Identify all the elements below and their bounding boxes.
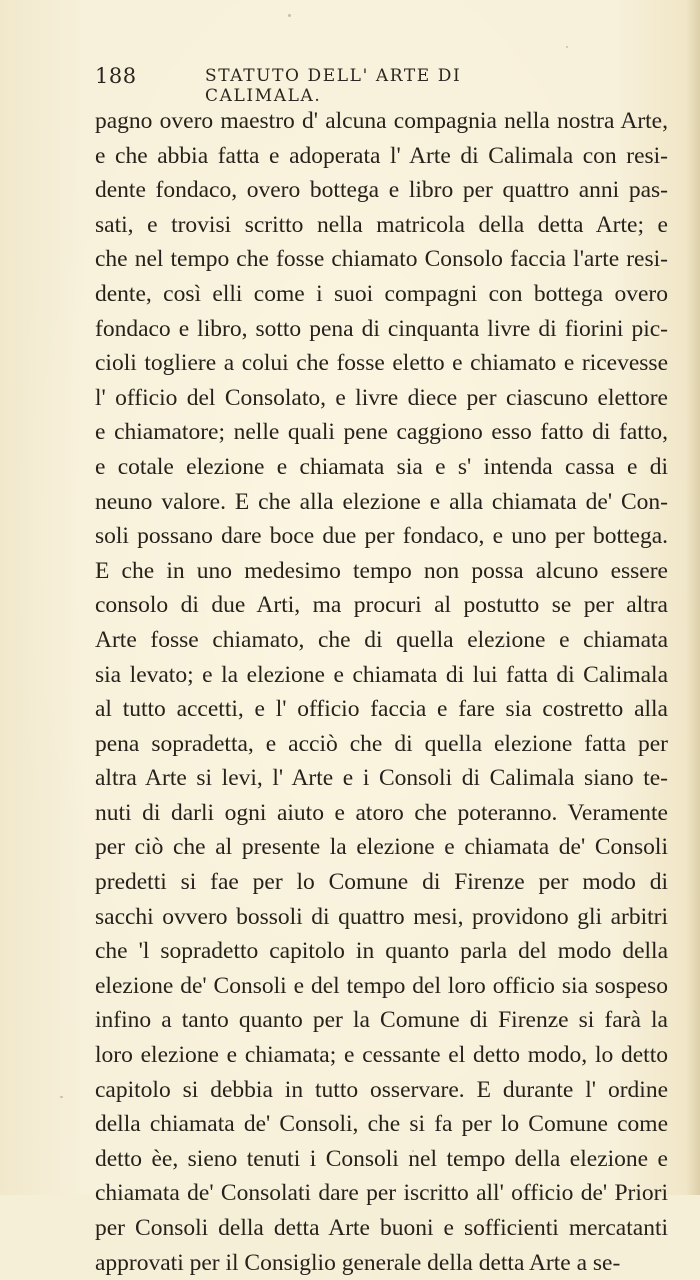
text-line: dente fondaco, overo bottega e libro per quattro anni pas- (95, 177, 668, 204)
text-line: Arte fosse chiamato, che di quella elezione e chiamata (95, 626, 668, 653)
text-line: al tutto accetti, e l' officio faccia e fare sia costretto alla (95, 696, 668, 723)
text-line: infino a tanto quanto per la Comune di Firenze si farà la (95, 1007, 668, 1034)
paper-speck (412, 1150, 414, 1152)
text-line: fondaco e libro, sotto pena di cinquanta livre di fiorini pic- (95, 315, 668, 342)
text-line: sati, e trovisi scritto nella matricola della detta Arte; e (95, 211, 668, 238)
text-line: loro elezione e chiamata; e cessante el detto modo, lo detto (95, 1042, 668, 1069)
text-line: capitolo si debbia in tutto osservare. E durante l' ordine (95, 1076, 668, 1103)
text-line: cioli togliere a colui che fosse eletto e chiamato e ricevesse (95, 350, 668, 377)
text-line: nuti di darli ogni aiuto e atoro che poteranno. Veramente (95, 799, 668, 826)
text-line: sacchi ovvero bossoli di quattro mesi, providono gli arbitri (95, 903, 668, 930)
text-line: neuno valore. E che alla elezione e alla chiamata de' Con- (95, 488, 668, 515)
text-line: pagno overo maestro d' alcuna compagnia nella nostra Arte, (95, 108, 668, 134)
text-line: l' officio del Consolato, e livre diece per ciascuno elettore (95, 384, 668, 411)
text-line: soli possano dare boce due per fondaco, e uno per bottega. (95, 523, 668, 550)
text-line: elezione de' Consoli e del tempo del loro officio sia sospeso (95, 972, 668, 999)
text-line: E che in uno medesimo tempo non possa alcuno essere (95, 557, 668, 584)
paper-speck (60, 1096, 63, 1098)
text-line: dente, così elli come i suoi compagni con bottega overo (95, 280, 668, 307)
text-line: che nel tempo che fosse chiamato Consolo faccia l'arte resi- (95, 246, 668, 273)
running-title: STATUTO DELL' ARTE DI CALIMALA. (205, 66, 462, 106)
page-edge-shadow (686, 0, 700, 1195)
text-line: approvati per il Consiglio generale della detta Arte a se- (95, 1249, 621, 1276)
running-header (95, 64, 575, 106)
text-line: predetti si fae per lo Comune di Firenze per modo di (95, 869, 668, 896)
text-line: detto èe, sieno tenuti i Consoli nel tempo della elezione e (95, 1145, 668, 1172)
statute-text-block (95, 104, 668, 1280)
text-line: per Consoli della detta Arte buoni e sofficienti mercatanti (95, 1215, 668, 1241)
text-line: e che abbia fatta e adoperata l' Arte di Calimala con resi- (95, 142, 668, 169)
text-line: della chiamata de' Consoli, che si fa per lo Comune come (95, 1111, 668, 1138)
text-line: consolo di due Arti, ma procuri al postutto se per altra (95, 592, 668, 619)
text-line: chiamata de' Consolati dare per iscritto all' officio de' Priori (95, 1180, 668, 1207)
text-line: per ciò che al presente la elezione e chiamata de' Consoli (95, 834, 668, 861)
text-line: pena sopradetta, e acciò che di quella elezione fatta per (95, 730, 668, 757)
paper-speck (288, 14, 291, 17)
paper-speck (566, 46, 568, 48)
text-line: e cotale elezione e chiamata sia e s' intenda cassa e di (95, 453, 668, 480)
text-line: altra Arte si levi, l' Arte e i Consoli di Calimala siano te- (95, 765, 668, 792)
page-number: 188 (95, 64, 137, 88)
text-line: che 'l sopradetto capitolo in quanto parla del modo della (95, 938, 668, 965)
text-line: sia levato; e la elezione e chiamata di lui fatta di Calimala (95, 661, 668, 688)
text-line: e chiamatore; nelle quali pene caggiono esso fatto di fatto, (95, 419, 668, 446)
